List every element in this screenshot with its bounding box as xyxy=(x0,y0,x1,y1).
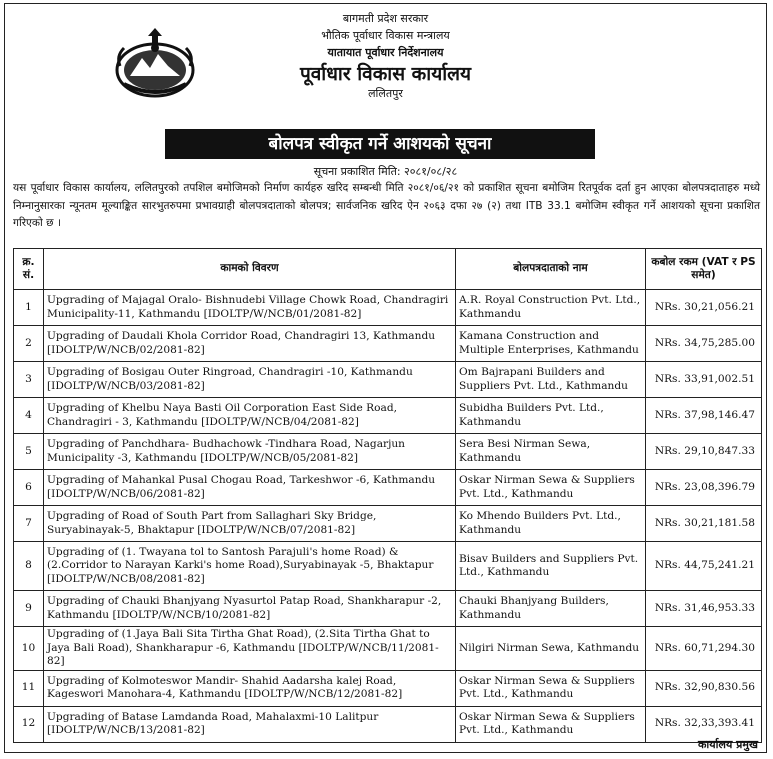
row-amount: NRs. 32,90,830.56 xyxy=(646,670,762,706)
row-amount: NRs. 60,71,294.30 xyxy=(646,627,762,671)
row-amount: NRs. 37,98,146.47 xyxy=(646,398,762,434)
row-bidder: Kamana Construction and Multiple Enterprises, Kathmandu xyxy=(456,326,646,362)
row-bidder: A.R. Royal Construction Pvt. Ltd., Kathmandu xyxy=(456,290,646,326)
table-row xyxy=(14,470,762,506)
row-work: Upgrading of Khelbu Naya Basti Oil Corporation East Side Road, Chandragiri - 3, Kathmandu [IDOLTP/W/NCB/04/2081-82] xyxy=(44,398,456,434)
table-row xyxy=(14,290,762,326)
row-amount: NRs. 33,91,002.51 xyxy=(646,362,762,398)
row-amount: NRs. 29,10,847.33 xyxy=(646,434,762,470)
row-sn: 4 xyxy=(14,398,44,434)
row-sn: 7 xyxy=(14,506,44,542)
row-work: Upgrading of (1.Jaya Bali Sita Tirtha Ghat Road), (2.Sita Tirtha Ghat to Jaya Bali Road), Shankharapur -6, Kathmandu [IDOLTP/W/NCB/11/2081-82] xyxy=(44,627,456,671)
row-bidder: Oskar Nirman Sewa & Suppliers Pvt. Ltd., Kathmandu xyxy=(456,706,646,742)
row-sn: 11 xyxy=(14,670,44,706)
row-work: Upgrading of Majagal Oralo- Bishnudebi Village Chowk Road, Chandragiri Municipality-11, Kathmandu [IDOLTP/W/NCB/01/2081-82] xyxy=(44,290,456,326)
row-sn: 9 xyxy=(14,591,44,627)
row-work: Upgrading of Batase Lamdanda Road, Mahalaxmi-10 Lalitpur [IDOLTP/W/NCB/13/2081-82] xyxy=(44,706,456,742)
ministry-name: भौतिक पूर्वाधार विकास मन्त्रालय xyxy=(321,29,450,42)
table-row xyxy=(14,398,762,434)
table-row xyxy=(14,627,762,671)
col-header-amount: कबोल रकम (VAT र PS समेत) xyxy=(646,249,762,290)
notice-body: यस पूर्वाधार विकास कार्यालय, ललितपुरको तपशिल बमोजिमको निर्माण कार्यहरु खरिद सम्बन्धी मिति २०८१/०६/२१ को प्रकाशित सूचना बमोजिम रितपूर्वक दर्ता हुन आएका बोलपत्रदाताहरु मध्ये निम्नानुसारका न्यूनतम मूल्याङ्कित सारभुतरुपमा प्रभावग्राही बोलपत्रदाताको बोलपत्र; सार्वजनिक खरिद ऐन २०६३ दफा २७ (२) तथा ITB 33.1 बमोजिम स्वीकृत गर्ने आशयको सूचना प्रकाशित गरिएको छ । xyxy=(13,182,760,229)
col-header-bidder: बोलपत्रदाताको नाम xyxy=(456,249,646,290)
notice-page xyxy=(4,3,767,753)
table-row xyxy=(14,326,762,362)
table-row xyxy=(14,506,762,542)
row-sn: 1 xyxy=(14,290,44,326)
table-row xyxy=(14,434,762,470)
row-sn: 3 xyxy=(14,362,44,398)
row-bidder: Chauki Bhanjyang Builders, Kathmandu xyxy=(456,591,646,627)
table-row xyxy=(14,706,762,742)
row-amount: NRs. 44,75,241.21 xyxy=(646,542,762,591)
row-work: Upgrading of Daudali Khola Corridor Road, Chandragiri 13, Kathmandu [IDOLTP/W/NCB/02/2081-82] xyxy=(44,326,456,362)
row-sn: 10 xyxy=(14,627,44,671)
table-row xyxy=(14,670,762,706)
row-bidder: Oskar Nirman Sewa & Suppliers Pvt. Ltd., Kathmandu xyxy=(456,670,646,706)
row-amount: NRs. 31,46,953.33 xyxy=(646,591,762,627)
col-header-sn: क्र. सं. xyxy=(14,249,44,290)
row-bidder: Nilgiri Nirman Sewa, Kathmandu xyxy=(456,627,646,671)
row-amount: NRs. 32,33,393.41 xyxy=(646,706,762,742)
row-work: Upgrading of Kolmoteswor Mandir- Shahid Aadarsha kalej Road, Kageswori Manohara-4, Kathmandu [IDOLTP/W/NCB/12/2081-82] xyxy=(44,670,456,706)
row-work: Upgrading of Road of South Part from Sallaghari Sky Bridge, Suryabinayak-5, Bhaktapur [IDOLTP/W/NCB/07/2081-82] xyxy=(44,506,456,542)
row-sn: 6 xyxy=(14,470,44,506)
col-header-work: कामको विवरण xyxy=(44,249,456,290)
province-government: बागमती प्रदेश सरकार xyxy=(342,12,429,25)
office-city: ललितपुर xyxy=(368,87,403,100)
row-amount: NRs. 34,75,285.00 xyxy=(646,326,762,362)
awarded-works-table xyxy=(13,248,762,743)
row-bidder: Bisav Builders and Suppliers Pvt. Ltd., Kathmandu xyxy=(456,542,646,591)
table-row xyxy=(14,362,762,398)
row-sn: 12 xyxy=(14,706,44,742)
row-work: Upgrading of (1. Twayana tol to Santosh Parajuli's home Road) & (2.Corridor to Narayan Karki's home Road),Suryabinayak -5, Bhaktapur [IDOLTP/W/NCB/08/2081-82] xyxy=(44,542,456,591)
table-row xyxy=(14,591,762,627)
row-bidder: Om Bajrapani Builders and Suppliers Pvt. Ltd., Kathmandu xyxy=(456,362,646,398)
office-chief-signoff: कार्यालय प्रमुख xyxy=(697,738,758,751)
table-header-row xyxy=(14,249,762,290)
office-name: पूर्वाधार विकास कार्यालय xyxy=(299,63,472,85)
row-amount: NRs. 30,21,181.58 xyxy=(646,506,762,542)
row-bidder: Subidha Builders Pvt. Ltd., Kathmandu xyxy=(456,398,646,434)
row-sn: 5 xyxy=(14,434,44,470)
notice-title: बोलपत्र स्वीकृत गर्ने आशयको सूचना xyxy=(165,129,595,159)
row-bidder: Ko Mhendo Builders Pvt. Ltd., Kathmandu xyxy=(456,506,646,542)
row-work: Upgrading of Mahankal Pusal Chogau Road, Tarkeshwor -6, Kathmandu [IDOLTP/W/NCB/06/2081-82] xyxy=(44,470,456,506)
publication-date: सूचना प्रकाशित मिति: २०८१/०८/२८ xyxy=(313,165,458,178)
row-work: Upgrading of Bosigau Outer Ringroad, Chandragiri -10, Kathmandu [IDOLTP/W/NCB/03/2081-82] xyxy=(44,362,456,398)
row-work: Upgrading of Chauki Bhanjyang Nyasurtol Patap Road, Shankharapur -2, Kathmandu [IDOLTP/W/NCB/10/2081-82] xyxy=(44,591,456,627)
row-amount: NRs. 30,21,056.21 xyxy=(646,290,762,326)
row-amount: NRs. 23,08,396.79 xyxy=(646,470,762,506)
row-bidder: Oskar Nirman Sewa & Suppliers Pvt. Ltd., Kathmandu xyxy=(456,470,646,506)
row-bidder: Sera Besi Nirman Sewa, Kathmandu xyxy=(456,434,646,470)
row-sn: 8 xyxy=(14,542,44,591)
letterhead xyxy=(5,10,766,101)
directorate-name: यातायात पूर्वाधार निर्देशनालय xyxy=(327,46,444,59)
table-row xyxy=(14,542,762,591)
row-sn: 2 xyxy=(14,326,44,362)
row-work: Upgrading of Panchdhara- Budhachowk -Tindhara Road, Nagarjun Municipality -3, Kathmandu [IDOLTP/W/NCB/05/2081-82] xyxy=(44,434,456,470)
